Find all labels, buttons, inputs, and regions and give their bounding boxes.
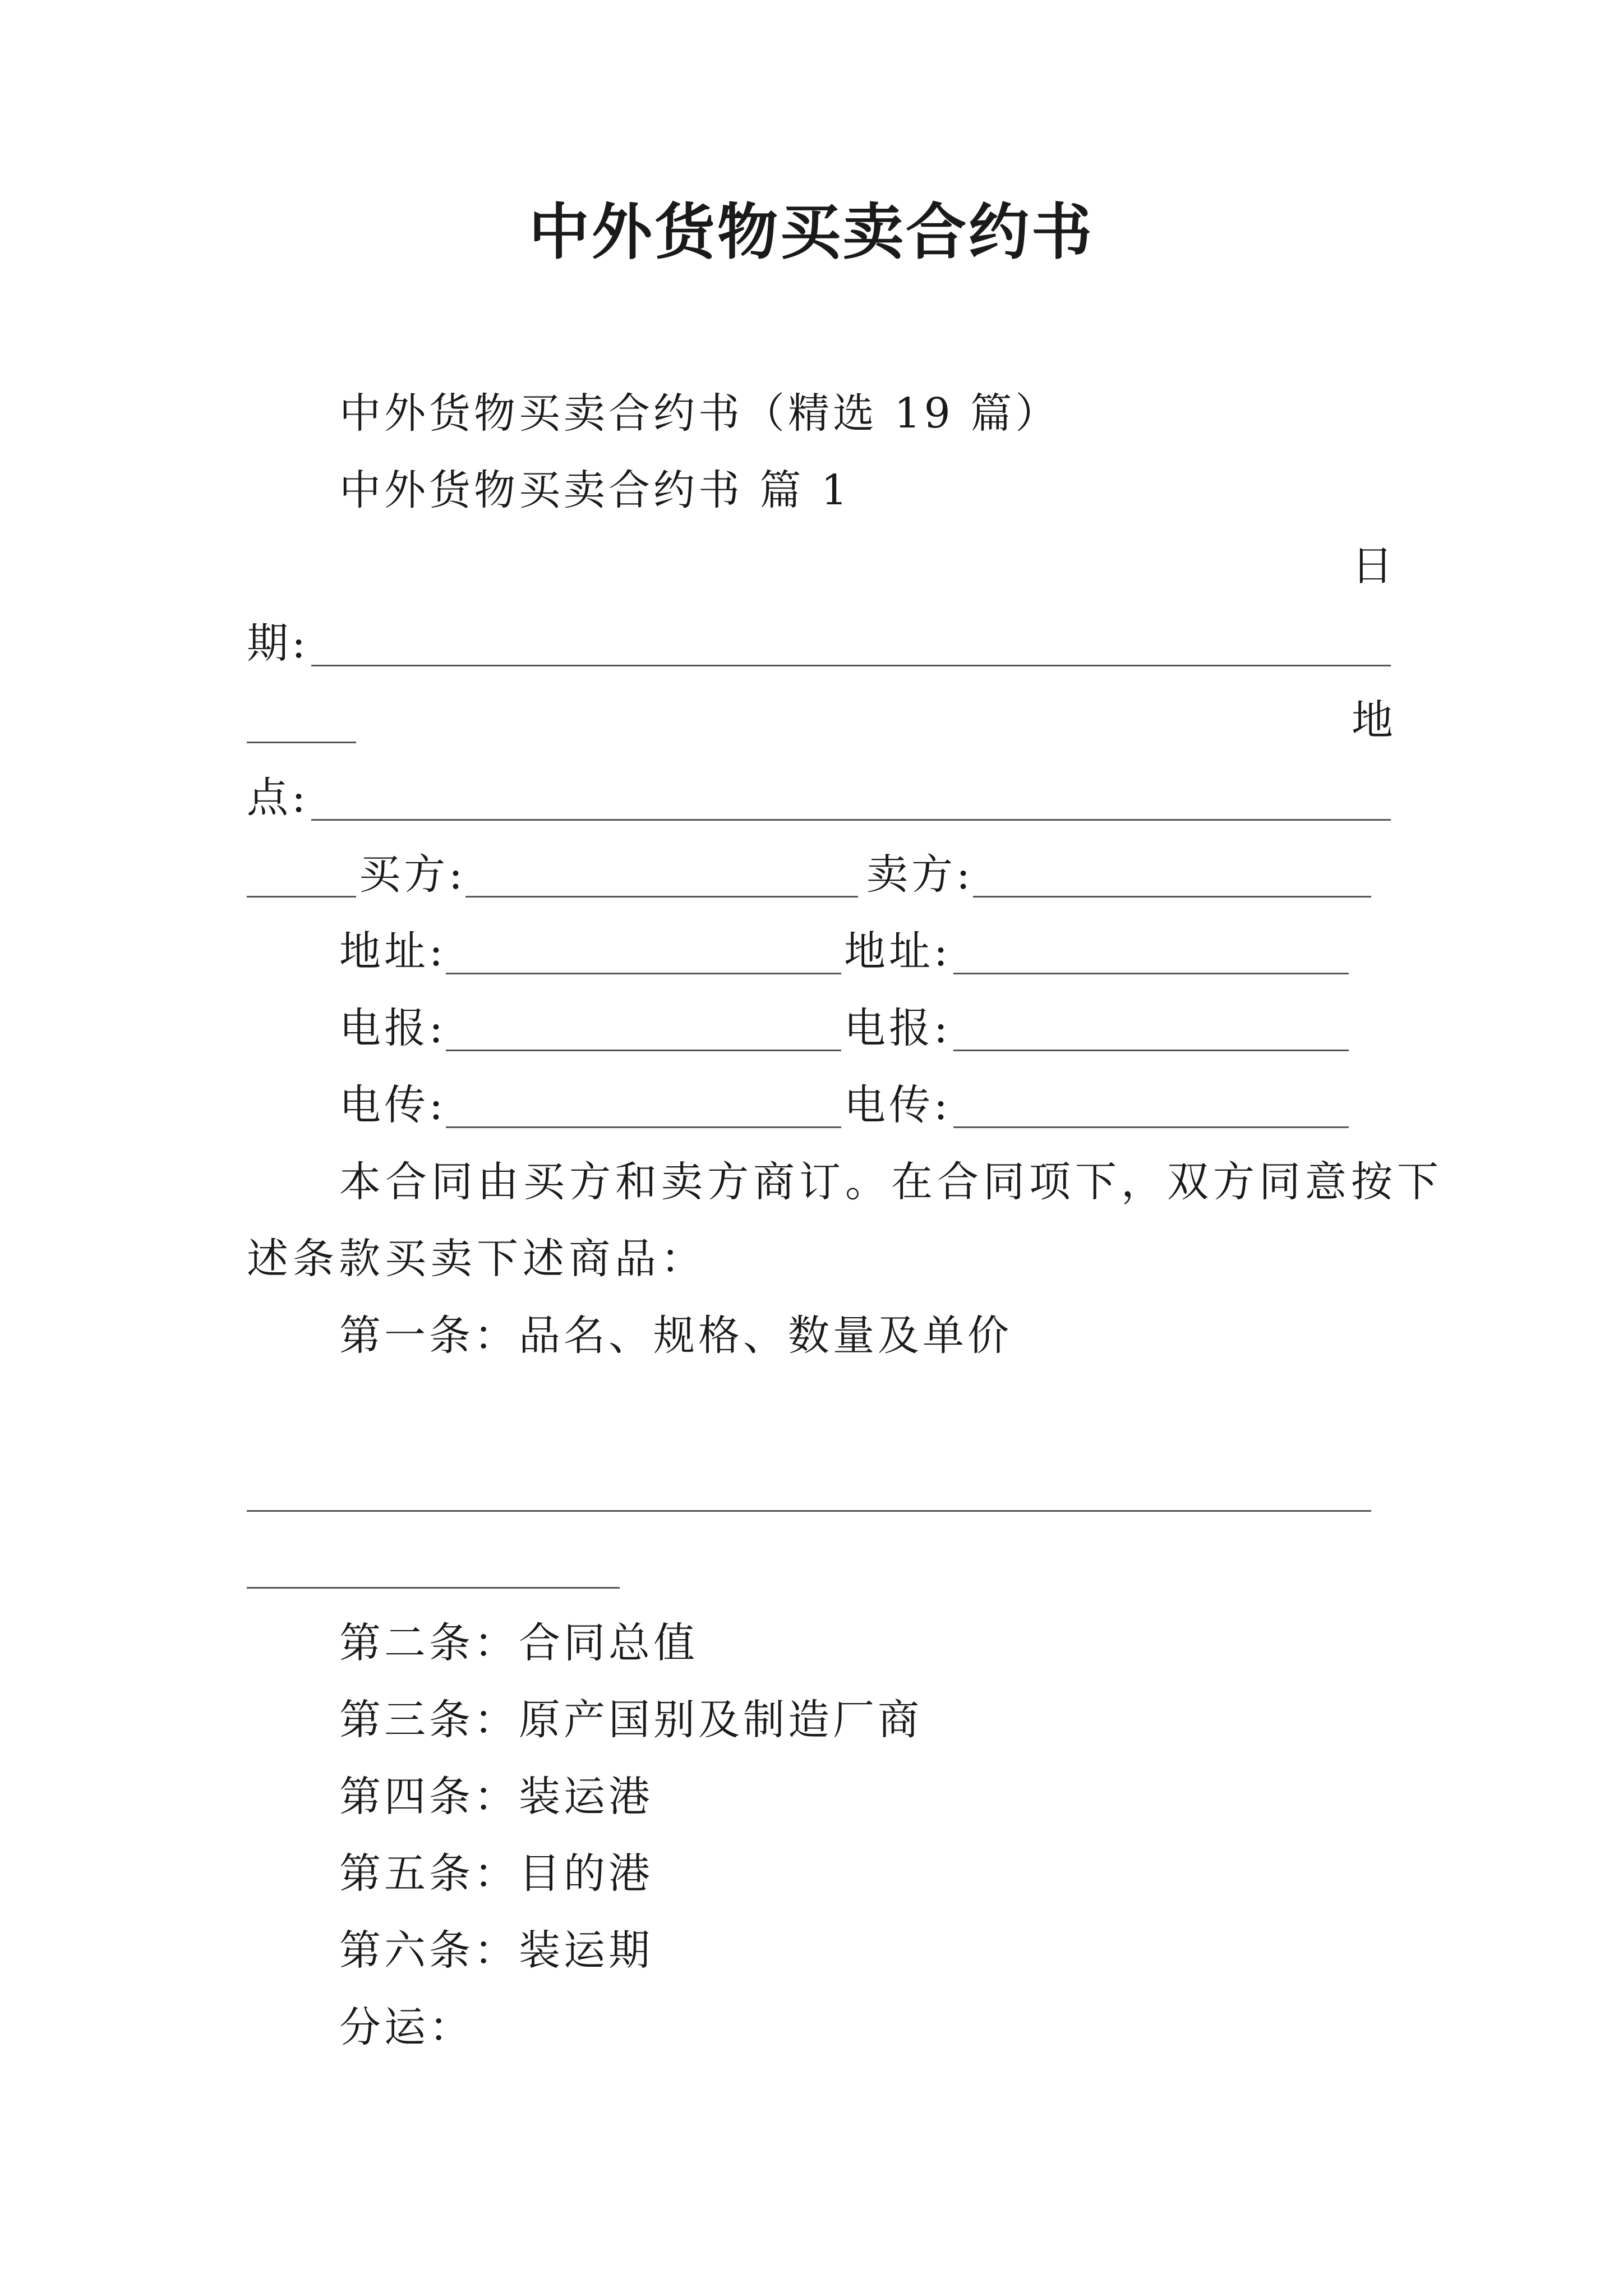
- article-5: 第五条：目的港: [339, 1849, 653, 1898]
- article-6: 第六条：装运期: [339, 1926, 653, 1975]
- article-2: 第二条：合同总值: [339, 1619, 698, 1667]
- buyer-telegram-underline: [446, 1050, 841, 1051]
- seller-telegram-underline: [953, 1050, 1349, 1051]
- date-underline: [311, 665, 1391, 666]
- seller-fax-underline: [953, 1126, 1349, 1128]
- buyer-telegram-label: 电报:: [339, 1004, 446, 1052]
- buyer-fax-underline: [446, 1126, 841, 1128]
- buyer-label: 买方:: [359, 850, 466, 899]
- article-4: 第四条：装运港: [339, 1773, 653, 1821]
- seller-fax-label: 电传:: [844, 1081, 951, 1129]
- article-3: 第三条：原产国别及制造厂商: [339, 1696, 923, 1744]
- buyer-fax-label: 电传:: [339, 1081, 446, 1129]
- date-label-char2: 期:: [247, 619, 309, 668]
- place-label-char1: 地: [1352, 696, 1393, 744]
- place-underline-continued: [247, 896, 356, 898]
- intro-line-2: 述条款买卖下述商品：: [247, 1235, 707, 1283]
- seller-address-label: 地址:: [844, 927, 951, 976]
- date-label-char1: 日: [1352, 542, 1393, 590]
- article-1-underline-continued: [247, 1587, 620, 1589]
- partial-shipment-label: 分运：: [339, 2003, 474, 2051]
- buyer-address-label: 地址:: [339, 927, 446, 976]
- seller-underline: [973, 896, 1371, 898]
- buyer-address-underline: [446, 973, 841, 974]
- document-subtitle: 中外货物买卖合约书（精选 19 篇）: [339, 389, 1061, 438]
- article-1-underline: [247, 1510, 1371, 1512]
- place-label-char2: 点:: [247, 774, 309, 822]
- place-underline: [311, 819, 1391, 821]
- seller-label: 卖方:: [866, 850, 974, 899]
- buyer-underline: [465, 896, 858, 898]
- intro-line-1: 本合同由买方和卖方商订。在合同项下，双方同意按下: [339, 1158, 1443, 1206]
- seller-telegram-label: 电报:: [844, 1004, 951, 1052]
- date-underline-continued: [247, 742, 356, 743]
- article-1: 第一条：品名、规格、数量及单价: [339, 1312, 1012, 1360]
- section-heading: 中外货物买卖合约书 篇 1: [339, 466, 851, 514]
- seller-address-underline: [953, 973, 1349, 974]
- document-title: 中外货物买卖合约书: [528, 197, 1094, 268]
